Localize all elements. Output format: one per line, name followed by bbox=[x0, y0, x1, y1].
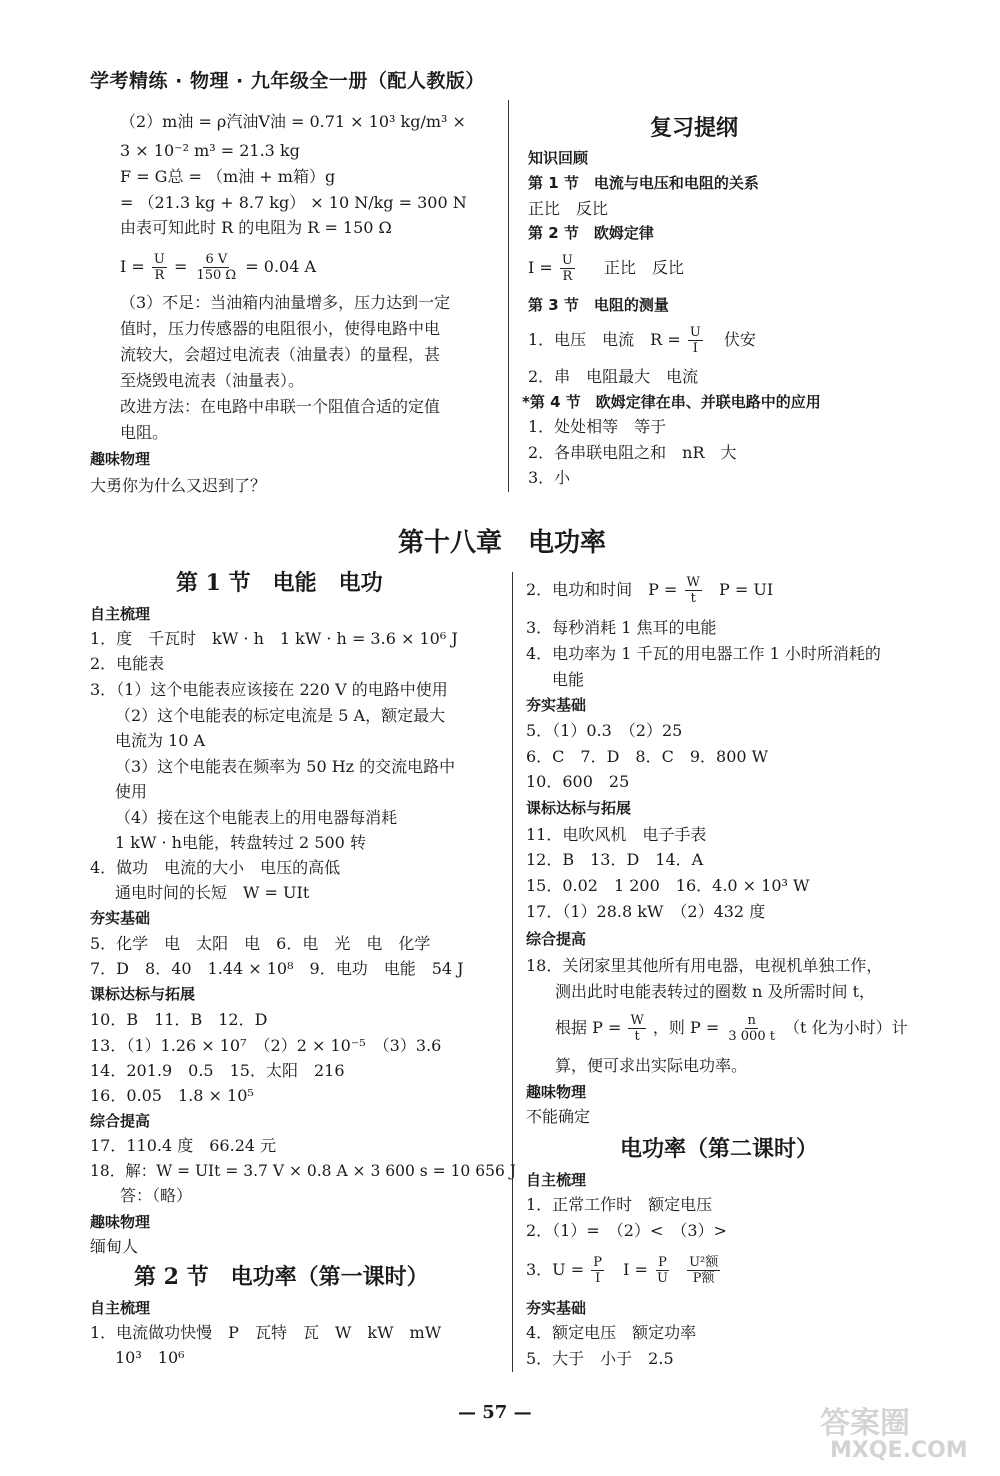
answer-line: 15．0.02 1 200 16．4.0 × 10³ W bbox=[526, 876, 810, 895]
fraction bbox=[687, 1255, 720, 1286]
answer-line: 答：（略） bbox=[120, 1186, 193, 1205]
section-label: 自主梳理 bbox=[90, 605, 151, 623]
chapter-title: 第十八章 电功率 bbox=[398, 528, 607, 558]
answer-line: 6．C 7．D 8．C 9．800 W bbox=[526, 747, 769, 766]
text-line: 正比 反比 bbox=[528, 199, 609, 218]
text-line: 2．各串联电阻之和 nR 大 bbox=[528, 443, 737, 462]
fraction bbox=[591, 1255, 604, 1286]
formula-text: 正比 反比 bbox=[603, 258, 684, 277]
section-label: 趣味物理 bbox=[526, 1083, 587, 1101]
answer-line: 1．电流做功快慢 P 瓦特 瓦 W kW mW bbox=[90, 1323, 442, 1342]
fraction-num: W bbox=[630, 1013, 644, 1028]
text-line: 1．处处相等 等于 bbox=[528, 417, 667, 436]
page-number: — 57 — bbox=[458, 1402, 532, 1423]
watermark-text: 答案圈 bbox=[820, 1406, 910, 1441]
answer-line: 18．关闭家里其他所有用电器，电视机单独工作， bbox=[526, 956, 883, 975]
answer-line: 不能确定 bbox=[526, 1107, 591, 1126]
section-label: 综合提高 bbox=[526, 930, 587, 948]
answer-line: 13．（1）1.26 × 10⁷ （2）2 × 10⁻⁵ （3）3.6 bbox=[90, 1036, 442, 1055]
answer-line: 12．B 13．D 14．A bbox=[526, 850, 704, 869]
formula-text: （t 化为小时）计 bbox=[784, 1018, 908, 1037]
text-line: 流较大，会超过电流表（油量表）的量程，甚 bbox=[120, 345, 441, 364]
section-label: 知识回顾 bbox=[528, 149, 589, 167]
fraction-num: 6 V bbox=[205, 252, 228, 267]
fraction bbox=[628, 1013, 645, 1044]
text-line: 大勇你为什么又迟到了？ bbox=[90, 476, 267, 495]
answer-line: 10³ 10⁶ bbox=[115, 1348, 185, 1367]
fraction-num: n bbox=[747, 1013, 756, 1028]
watermark-url: MXQE.COM bbox=[830, 1438, 968, 1463]
section-title: 电功率（第二课时） bbox=[620, 1136, 819, 1162]
text-line: 3．小 bbox=[528, 468, 571, 487]
fraction-num: U bbox=[689, 325, 701, 340]
section-label: 夯实基础 bbox=[526, 696, 587, 714]
fraction-den: R bbox=[154, 268, 165, 283]
fraction bbox=[194, 252, 238, 283]
answer-line: 2．电能表 bbox=[90, 654, 165, 673]
answer-line: 5．（1）0.3 （2）25 bbox=[526, 721, 683, 740]
formula-text: = 0.04 A bbox=[245, 257, 317, 276]
fraction bbox=[152, 252, 167, 283]
answer-line: 3．（1）这个电能表应该接在 220 V 的电路中使用 bbox=[90, 680, 448, 699]
answer-line: 17．110.4 度 66.24 元 bbox=[90, 1136, 277, 1155]
column-divider bbox=[512, 572, 513, 1372]
fraction-den: I bbox=[692, 341, 698, 356]
text-line: 电阻。 bbox=[120, 423, 169, 442]
answer-line: 17．（1）28.8 kW （2）432 度 bbox=[526, 902, 766, 921]
text-line: F = G总 = （m油 + m箱）g bbox=[120, 167, 336, 186]
answer-line: 1．正常工作时 额定电压 bbox=[526, 1195, 713, 1214]
answer-line: 7．D 8．40 1.44 × 10⁸ 9．电功 电能 54 J bbox=[90, 959, 464, 978]
answer-line: 使用 bbox=[115, 782, 148, 801]
section-title: 第 2 节 电功率（第一课时） bbox=[134, 1264, 429, 1290]
answer-line: 3．每秒消耗 1 焦耳的电能 bbox=[526, 618, 717, 637]
answer-line: 4．电功率为 1 千瓦的用电器工作 1 小时所消耗的 bbox=[526, 644, 881, 663]
answer-line: 算，便可求出实际电功率。 bbox=[555, 1056, 748, 1075]
fraction-den: U bbox=[657, 1271, 668, 1286]
fraction-num: U²额 bbox=[689, 1255, 719, 1270]
answer-line: 11．电吹风机 电子手表 bbox=[526, 825, 707, 844]
text-line: （2）m油 = ρ汽油V油 = 0.71 × 10³ kg/m³ × bbox=[120, 112, 466, 131]
fraction-den: 150 Ω bbox=[196, 268, 237, 283]
fraction bbox=[560, 253, 575, 284]
section-label: 趣味物理 bbox=[90, 450, 151, 468]
answer-line: 电流为 10 A bbox=[115, 731, 206, 750]
formula-text: P = UI bbox=[719, 580, 774, 599]
answer-line: 16．0.05 1.8 × 10⁵ bbox=[90, 1086, 254, 1105]
fraction bbox=[685, 575, 702, 606]
formula-text: = bbox=[173, 257, 188, 276]
subsection-heading: 第 3 节 电阻的测量 bbox=[528, 296, 669, 314]
text-line: 3 × 10⁻² m³ = 21.3 kg bbox=[120, 141, 300, 160]
formula-line bbox=[526, 570, 773, 610]
fraction bbox=[655, 1255, 670, 1286]
formula-text: 根据 P = bbox=[555, 1018, 622, 1037]
text-line: 改进方法：在电路中串联一个阻值合适的定值 bbox=[120, 397, 441, 416]
answer-line: 10．600 25 bbox=[526, 772, 630, 791]
text-line: 由表可知此时 R 的电阻为 R = 150 Ω bbox=[120, 218, 392, 237]
formula-line bbox=[526, 1250, 722, 1290]
formula-text: I = bbox=[623, 1260, 648, 1279]
answer-line: 4．做功 电流的大小 电压的高低 bbox=[90, 858, 341, 877]
text-line: 至烧毁电流表（油量表）。 bbox=[120, 371, 305, 390]
section-label: 课标达标与拓展 bbox=[90, 985, 196, 1003]
watermark bbox=[800, 1398, 990, 1468]
subsection-heading: *第 4 节 欧姆定律在串、并联电路中的应用 bbox=[522, 393, 821, 411]
running-header: 学考精练 · 物理 · 九年级全一册（配人教版） bbox=[90, 70, 485, 92]
fraction-den: R bbox=[562, 269, 573, 284]
text-line: 值时，压力传感器的电阻很小，使得电路中电 bbox=[120, 319, 441, 338]
text-line: （3）不足：当油箱内油量增多，压力达到一定 bbox=[120, 293, 451, 312]
answer-line: 通电时间的长短 W = UIt bbox=[115, 883, 310, 902]
fraction bbox=[726, 1013, 777, 1044]
answer-line: 缅甸人 bbox=[90, 1237, 139, 1256]
fraction-num: U bbox=[561, 253, 573, 268]
answer-line: 5．大于 小于 2.5 bbox=[526, 1349, 674, 1368]
answer-line: 5．化学 电 太阳 电 6．电 光 电 化学 bbox=[90, 934, 431, 953]
fraction bbox=[688, 325, 703, 356]
answer-line: 2．（1）= （2）< （3）> bbox=[526, 1221, 727, 1240]
answer-line: 1．度 千瓦时 kW · h 1 kW · h = 3.6 × 10⁶ J bbox=[90, 629, 458, 648]
answer-line: （3）这个电能表在频率为 50 Hz 的交流电路中 bbox=[115, 757, 456, 776]
fraction-den: t bbox=[634, 1029, 640, 1044]
formula-line bbox=[528, 320, 756, 360]
fraction-num: P bbox=[658, 1255, 667, 1270]
formula-text: 伏安 bbox=[723, 330, 756, 349]
text-line: = （21.3 kg + 8.7 kg） × 10 N/kg = 300 N bbox=[120, 193, 467, 212]
formula-line bbox=[528, 248, 684, 288]
section-label: 自主梳理 bbox=[90, 1299, 151, 1317]
section-label: 趣味物理 bbox=[90, 1213, 151, 1231]
formula-text: I = bbox=[528, 258, 553, 277]
section-label: 课标达标与拓展 bbox=[526, 799, 632, 817]
section-label: 夯实基础 bbox=[526, 1299, 587, 1317]
formula-text: 3．U = bbox=[526, 1260, 585, 1279]
fraction-den: 3 000 t bbox=[728, 1029, 775, 1044]
answer-line: （2）这个电能表的标定电流是 5 A，额定最大 bbox=[115, 706, 446, 725]
fraction-num: U bbox=[153, 252, 165, 267]
section-title: 第 1 节 电能 电功 bbox=[176, 570, 383, 596]
section-label: 自主梳理 bbox=[526, 1171, 587, 1189]
answer-line: 4．额定电压 额定功率 bbox=[526, 1323, 697, 1342]
answer-line: （4）接在这个电能表上的用电器每消耗 bbox=[115, 808, 398, 827]
answer-line: 1 kW · h电能，转盘转过 2 500 转 bbox=[115, 833, 366, 852]
subsection-heading: 第 2 节 欧姆定律 bbox=[528, 224, 654, 242]
formula-line bbox=[120, 247, 316, 287]
formula-text: 1．电压 电流 R = bbox=[528, 330, 681, 349]
formula-line bbox=[555, 1008, 908, 1048]
column-divider bbox=[508, 100, 509, 492]
answer-line: 电能 bbox=[552, 670, 585, 689]
subsection-heading: 第 1 节 电流与电压和电阻的关系 bbox=[528, 174, 759, 192]
fraction-den: P额 bbox=[692, 1271, 715, 1286]
section-label: 综合提高 bbox=[90, 1112, 151, 1130]
fraction-num: P bbox=[593, 1255, 603, 1270]
formula-text: ，则 P = bbox=[652, 1018, 720, 1037]
text-line: 2．串 电阻最大 电流 bbox=[528, 367, 699, 386]
answer-line: 10．B 11．B 12．D bbox=[90, 1010, 268, 1029]
answer-line: 18．解：W = UIt = 3.7 V × 0.8 A × 3 600 s = 10 656 J bbox=[90, 1162, 516, 1180]
fraction-den: t bbox=[690, 591, 696, 606]
fraction-num: W bbox=[686, 575, 700, 590]
answer-line: 测出此时电能表转过的圈数 n 及所需时间 t， bbox=[555, 982, 875, 1001]
formula-text: 2．电功和时间 P = bbox=[526, 580, 678, 599]
section-title: 复习提纲 bbox=[650, 115, 739, 141]
formula-text: I = bbox=[120, 257, 145, 276]
section-label: 夯实基础 bbox=[90, 909, 151, 927]
fraction-den: I bbox=[595, 1271, 601, 1286]
answer-line: 14．201.9 0.5 15．太阳 216 bbox=[90, 1061, 345, 1080]
